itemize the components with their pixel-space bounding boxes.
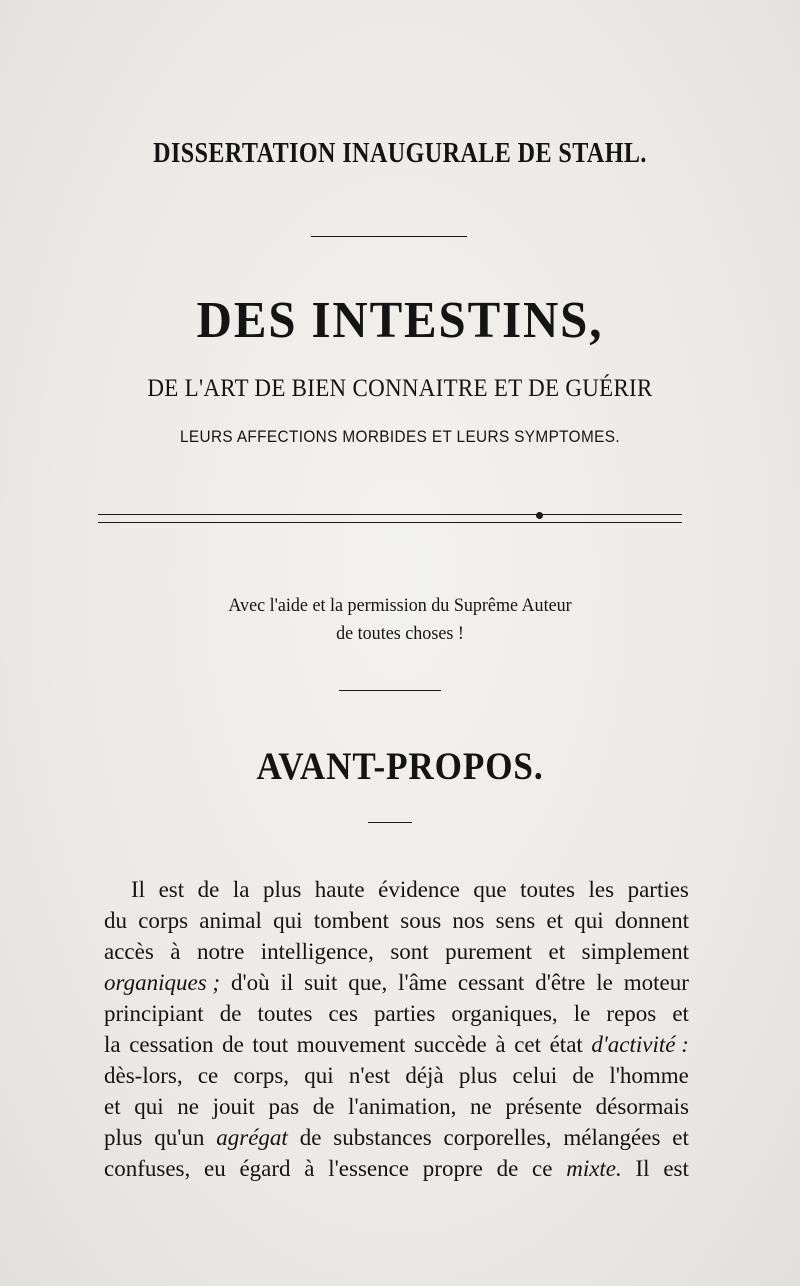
word: substances	[333, 1125, 432, 1150]
word: les	[588, 877, 615, 902]
word: d'être	[535, 970, 586, 995]
text-line	[104, 967, 689, 998]
word: tombent	[313, 908, 390, 933]
word: parties	[374, 1001, 436, 1026]
word: le	[573, 1001, 591, 1026]
word: repos	[606, 1001, 657, 1026]
word: jouit	[212, 1094, 255, 1119]
epigraph	[20, 592, 780, 648]
epigraph-line-2: de toutes choses !	[336, 623, 464, 644]
word: nos	[452, 908, 485, 933]
word: agrégat	[216, 1125, 288, 1150]
text-line	[104, 874, 689, 905]
word: notre	[197, 939, 245, 964]
word: pas	[268, 1094, 300, 1119]
word: déjà	[405, 1063, 444, 1088]
word: de	[312, 1094, 335, 1119]
word: suit	[304, 970, 338, 995]
word: plus	[458, 1063, 498, 1088]
word: eu	[203, 1156, 226, 1181]
word: ne	[470, 1094, 492, 1119]
word: est	[158, 877, 185, 902]
word: cessant	[457, 970, 525, 995]
word: purement	[445, 939, 533, 964]
word: la	[104, 1032, 121, 1057]
word: qui	[304, 1063, 334, 1088]
word: corporelles,	[443, 1125, 552, 1150]
word: ce	[197, 1063, 219, 1088]
word: la	[232, 877, 250, 902]
word: ce	[532, 1156, 553, 1181]
word: ne	[177, 1094, 199, 1119]
word: intelligence,	[260, 939, 374, 964]
word: qui	[574, 908, 604, 933]
word: corps	[138, 908, 189, 933]
word: haute	[314, 877, 365, 902]
epigraph-line-1: Avec l'aide et la permission du Suprême Auteur	[228, 595, 572, 616]
word: de	[219, 1001, 242, 1026]
word: sens	[495, 908, 536, 933]
word: état	[549, 1032, 583, 1057]
word: à	[170, 939, 181, 964]
word: le	[596, 970, 613, 995]
word: animal	[199, 908, 262, 933]
text-line	[104, 1060, 689, 1091]
word: désormais	[595, 1094, 689, 1119]
word: n'est	[348, 1063, 391, 1088]
word: et	[546, 908, 564, 933]
word: d'activité :	[591, 1032, 689, 1057]
word: cessation	[129, 1032, 214, 1057]
word: simplement	[581, 939, 689, 964]
word: l'homme	[609, 1063, 689, 1088]
word: moteur	[623, 970, 689, 995]
word: et	[672, 1125, 689, 1150]
word: cet	[514, 1032, 541, 1057]
word: qui	[134, 1094, 164, 1119]
word: qui	[273, 908, 303, 933]
word: celui	[512, 1063, 558, 1088]
word: mélangées	[563, 1125, 661, 1150]
word: Il	[635, 1156, 650, 1181]
word: tout	[252, 1032, 289, 1057]
word: de	[572, 1063, 595, 1088]
body-paragraph	[104, 874, 689, 1184]
word: parties	[627, 877, 689, 902]
word: d'où	[230, 970, 270, 995]
subtitle-line-1: DE L'ART DE BIEN CONNAITRE ET DE GUÉRIR	[147, 375, 653, 402]
word: présente	[505, 1094, 583, 1119]
word: ces	[328, 1001, 358, 1026]
title-rule	[311, 236, 467, 237]
text-line	[104, 998, 689, 1029]
word: sous	[400, 908, 442, 933]
word: principiant	[104, 1001, 204, 1026]
word: plus	[262, 877, 302, 902]
word: sont	[390, 939, 429, 964]
section-title: AVANT-PROPOS.	[256, 745, 544, 788]
main-title: DES INTESTINS,	[196, 292, 604, 349]
word: il	[280, 970, 294, 995]
word: et	[672, 1001, 689, 1026]
word: que	[473, 877, 507, 902]
text-line	[104, 936, 689, 967]
word: toutes	[257, 1001, 313, 1026]
word: dès-lors,	[104, 1063, 183, 1088]
word: toutes	[520, 877, 576, 902]
section-title-underline	[368, 822, 412, 823]
word: de	[496, 1156, 519, 1181]
text-line	[104, 1029, 689, 1060]
word: à	[495, 1032, 506, 1057]
text-line	[104, 1091, 689, 1122]
word: de	[222, 1032, 244, 1057]
word: l'âme	[398, 970, 447, 995]
word: organiques,	[451, 1001, 558, 1026]
word: Il	[131, 877, 146, 902]
subtitle-line-2: LEURS AFFECTIONS MORBIDES ET LEURS SYMPTOMES.	[180, 428, 620, 446]
word: de	[197, 877, 220, 902]
ornament-dot	[536, 512, 543, 519]
text-line	[104, 1122, 689, 1153]
word: égard	[239, 1156, 291, 1181]
word: de	[299, 1125, 322, 1150]
word: l'essence	[328, 1156, 410, 1181]
text-line	[104, 905, 689, 936]
word: à	[304, 1156, 315, 1181]
word: corps,	[233, 1063, 290, 1088]
word: et	[104, 1094, 121, 1119]
running-head: DISSERTATION INAUGURALE DE STAHL.	[153, 138, 647, 169]
word: du	[104, 908, 127, 933]
word: mixte.	[566, 1156, 622, 1181]
word: accès	[104, 939, 154, 964]
word: qu'un	[154, 1125, 205, 1150]
word: plus	[104, 1125, 143, 1150]
word: donnent	[614, 908, 689, 933]
word: est	[663, 1156, 689, 1181]
ornamental-double-rule	[98, 514, 682, 523]
word: que,	[348, 970, 388, 995]
word: propre	[422, 1156, 483, 1181]
section-rule	[339, 690, 441, 691]
word: organiques ;	[104, 970, 221, 995]
word: mouvement	[296, 1032, 406, 1057]
word: confuses,	[104, 1156, 191, 1181]
text-line	[104, 1153, 689, 1184]
word: succède	[413, 1032, 487, 1057]
word: l'animation,	[348, 1094, 457, 1119]
word: et	[548, 939, 566, 964]
word: évidence	[378, 877, 460, 902]
